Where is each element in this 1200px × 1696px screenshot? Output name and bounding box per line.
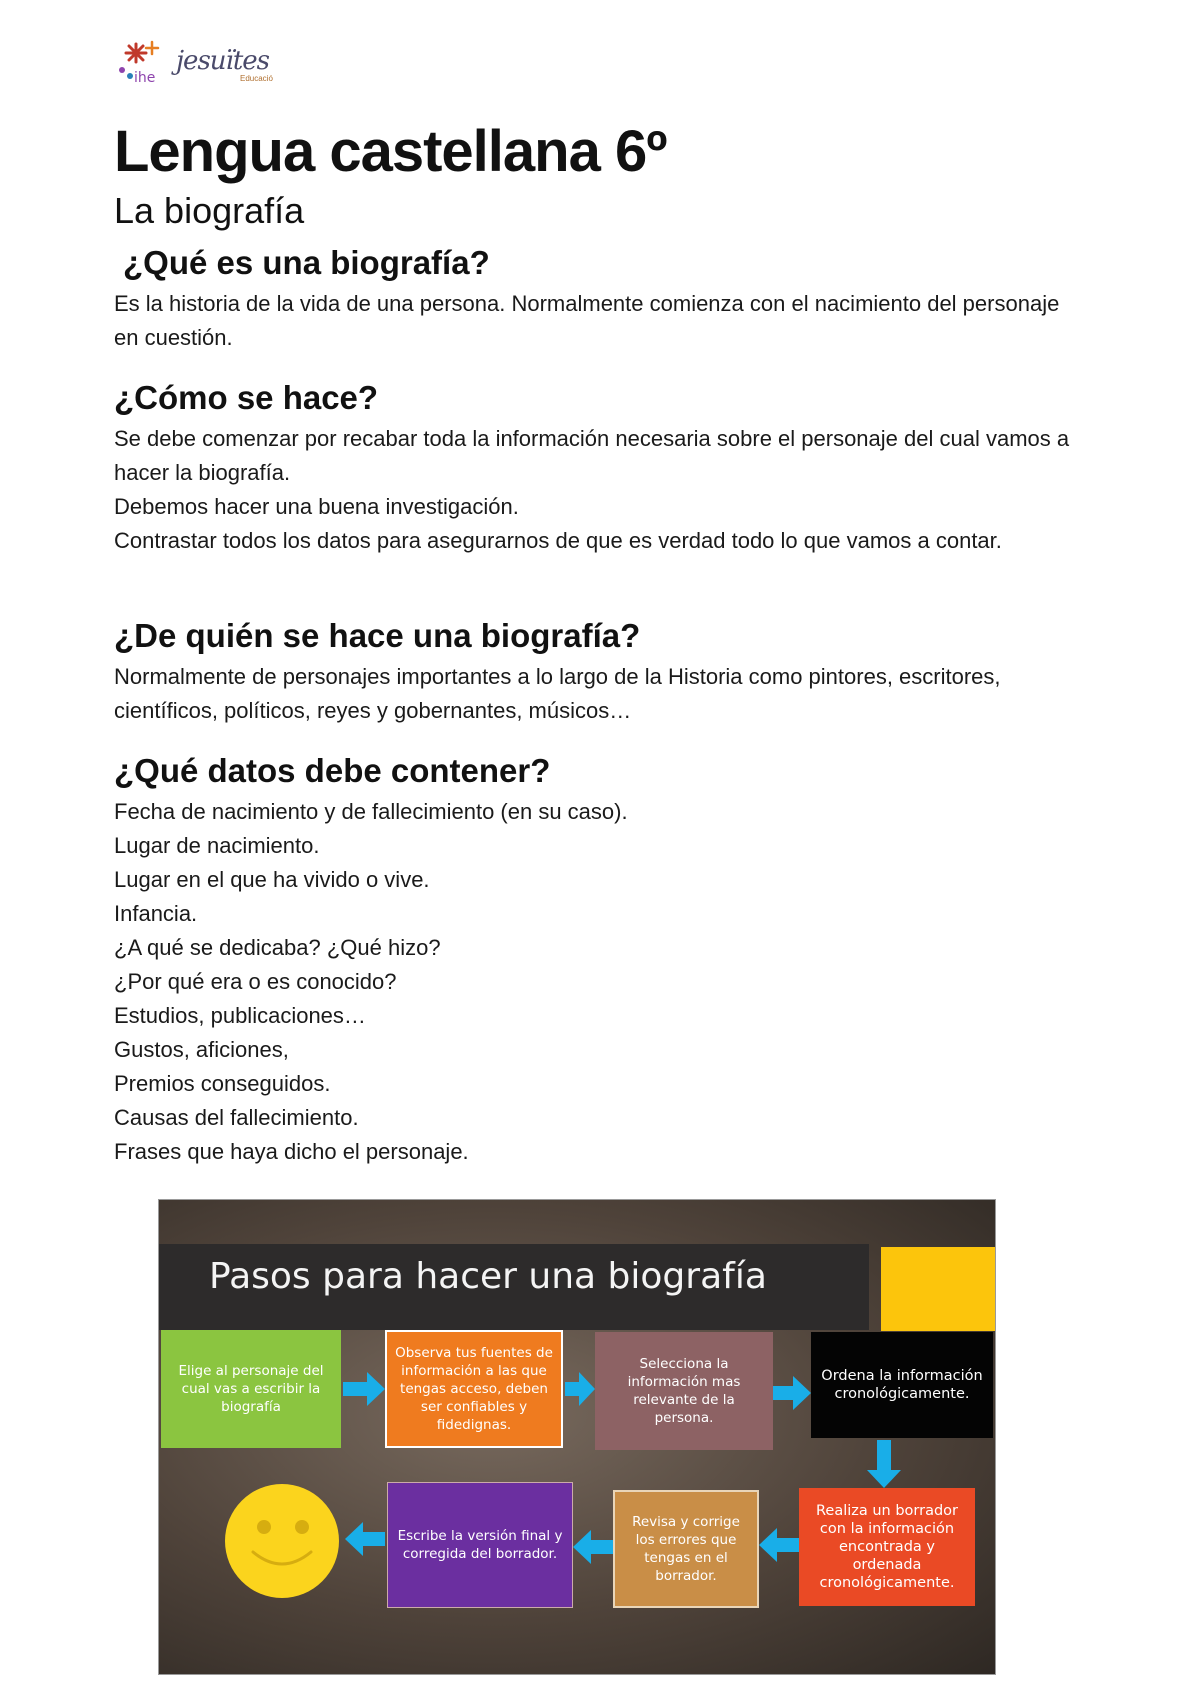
list-item: Frases que haya dicho el personaje. — [114, 1139, 469, 1164]
step-6-box: Revisa y corrige los errores que tengas en el borrador. — [613, 1490, 759, 1608]
section-heading: ¿Cómo se hace? — [114, 379, 379, 416]
svg-text:ihe: ihe — [134, 70, 156, 86]
arrow-right-icon — [343, 1372, 385, 1406]
step-5-box: Realiza un borrador con la información encontrada y ordenada cronológicamente. — [799, 1488, 975, 1606]
page-subtitle: La biografía — [114, 190, 305, 231]
list-item: Gustos, aficiones, — [114, 1037, 289, 1062]
arrow-down-icon — [867, 1440, 901, 1488]
section-contents — [114, 751, 1084, 1169]
page-title: Lengua castellana 6º — [114, 119, 667, 184]
section-heading: ¿Qué es una biografía? — [123, 244, 490, 281]
accent-block — [881, 1247, 995, 1331]
arrow-left-icon — [759, 1528, 799, 1562]
section-what-is — [114, 243, 1084, 355]
list-item: Lugar en el que ha vivido o vive. — [114, 867, 430, 892]
arrow-left-icon — [573, 1530, 613, 1564]
list-item: Fecha de nacimiento y de fallecimiento (en su caso). — [114, 799, 628, 824]
step-7-box: Escribe la versión final y corregida del borrador. — [387, 1482, 573, 1608]
section-paragraph: Debemos hacer una buena investigación. — [114, 494, 519, 519]
logo-star-icon — [116, 40, 166, 86]
list-item: ¿Por qué era o es conocido? — [114, 969, 397, 994]
data-list — [114, 795, 1084, 1169]
step-4-box: Ordena la información cronológicamente. — [811, 1332, 993, 1438]
school-logo — [116, 40, 276, 88]
smiley-face-icon — [225, 1484, 339, 1598]
step-1-box: Elige al personaje del cual vas a escribir la biografía — [161, 1330, 341, 1448]
logo-wordmark: jesuïtes — [176, 46, 270, 76]
list-item: Infancia. — [114, 901, 198, 926]
logo-tagline: Educació — [240, 74, 273, 83]
section-paragraph: Contrastar todos los datos para asegurarnos de que es verdad todo lo que vamos a contar. — [114, 528, 1002, 553]
infographic-title: Pasos para hacer una biografía — [209, 1256, 767, 1297]
list-item: Lugar de nacimiento. — [114, 833, 320, 858]
section-heading: ¿Qué datos debe contener? — [114, 752, 551, 789]
arrow-right-icon — [773, 1376, 811, 1410]
list-item: Premios conseguidos. — [114, 1071, 331, 1096]
section-how-to — [114, 378, 1084, 558]
section-paragraph: Se debe comenzar por recabar toda la información necesaria sobre el personaje del cual vamos a hacer la biografía. — [114, 426, 1070, 485]
step-2-box: Observa tus fuentes de información a las que tengas acceso, deben ser confiables y fidedignas. — [385, 1330, 563, 1448]
arrow-left-icon — [345, 1522, 385, 1556]
step-3-box: Selecciona la información mas relevante de la persona. — [595, 1332, 773, 1450]
section-paragraph: Es la historia de la vida de una persona. Normalmente comienza con el nacimiento del personaje en cuestión. — [114, 291, 1060, 350]
list-item: Causas del fallecimiento. — [114, 1105, 359, 1130]
arrow-right-icon — [565, 1372, 595, 1406]
biography-steps-infographic — [158, 1199, 996, 1675]
list-item: Estudios, publicaciones… — [114, 1003, 366, 1028]
section-heading: ¿De quién se hace una biografía? — [114, 617, 641, 654]
section-paragraph: Normalmente de personajes importantes a lo largo de la Historia como pintores, escritores, científicos, políticos, reyes y gobernantes, músicos… — [114, 664, 1001, 723]
section-of-whom — [114, 616, 1084, 728]
list-item: ¿A qué se dedicaba? ¿Qué hizo? — [114, 935, 441, 960]
